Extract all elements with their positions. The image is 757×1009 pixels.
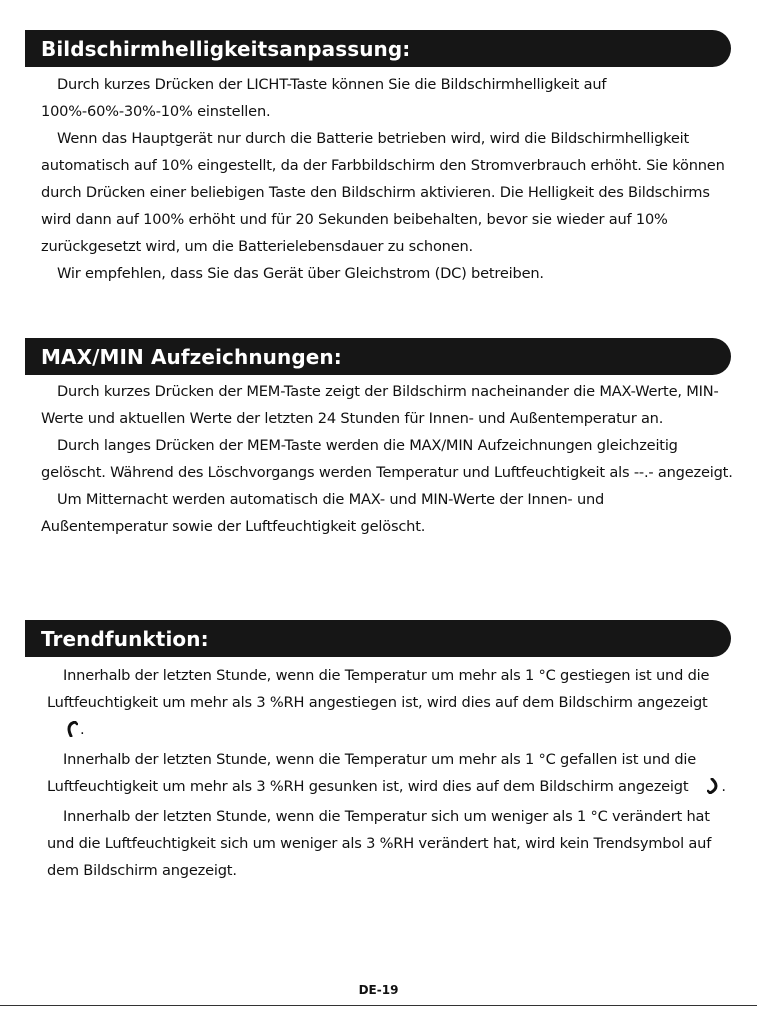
trend-paragraph-falling [47,746,735,803]
section-header-maxmin [25,338,731,375]
page-number: DE-19 [358,983,399,997]
trend-rising-text: Innerhalb der letzten Stunde, wenn die Temperatur um mehr als 1 °C gestiegen ist und die Luftfeuchtigkeit um mehr als 3 %RH angestiegen ist, wird dies auf dem Bildschirm angezeigt [47,667,710,711]
section-body-trend [47,662,735,884]
section-header-trend [25,620,731,657]
section-header-brightness [25,30,731,67]
brightness-paragraph-1: Durch kurzes Drücken der LICHT-Taste können Sie die Bildschirmhelligkeit auf 100%-60%-30%-10% einstellen. [41,76,607,120]
maxmin-paragraph-2: Durch langes Drücken der MEM-Taste werden die MAX/MIN Aufzeichnungen gleichzeitig gelöscht. Während des Löschvorgangs werden Temperatur und Luftfeuchtigkeit als --.- angezeigt. [41,437,733,481]
trend-rising-period: . [80,721,85,738]
brightness-paragraph-2: Wenn das Hauptgerät nur durch die Batterie betrieben wird, wird die Bildschirmhelligkeit automatisch auf 10% eingestellt, da der Farbbildschirm den Stromverbrauch erhöht. Sie können durch Drücken einer beliebigen Taste den Bildschirm aktivieren. Die Helligkeit des Bildschirms wird dann auf 100% erhöht und für 20 Sekunden beibehalten, bevor sie wieder auf 10% zurückgesetzt wird, um die Batterielebensdauer zu schonen. [41,130,725,255]
maxmin-paragraph-3: Um Mitternacht werden automatisch die MAX- und MIN-Werte der Innen- und Außentemperatur sowie der Luftfeuchtigkeit gelöscht. [41,491,605,535]
maxmin-paragraph-1: Durch kurzes Drücken der MEM-Taste zeigt der Bildschirm nacheinander die MAX-Werte, MIN-Werte und aktuellen Werte der letzten 24 Stunden für Innen- und Außentemperatur an. [41,383,719,427]
section-body-maxmin [41,378,735,540]
section-body-brightness [41,71,735,287]
trend-paragraph-steady: Innerhalb der letzten Stunde, wenn die Temperatur sich um weniger als 1 °C verändert hat und die Luftfeuchtigkeit sich um weniger als 3 %RH verändert hat, wird kein Trendsymbol auf dem Bildschirm angezeigt. [47,808,712,879]
section-title-brightness: Bildschirmhelligkeitsanpassung: [41,36,411,61]
brightness-paragraph-3: Wir empfehlen, dass Sie das Gerät über Gleichstrom (DC) betreiben. [57,265,544,282]
trend-falling-text: Innerhalb der letzten Stunde, wenn die Temperatur um mehr als 1 °C gefallen ist und die Luftfeuchtigkeit um mehr als 3 %RH gesunken ist, wird dies auf dem Bildschirm angezeigt [47,751,697,795]
trend-paragraph-rising [47,662,735,746]
section-title-trend: Trendfunktion: [41,626,209,651]
trend-falling-period: . [721,778,726,795]
section-title-maxmin: MAX/MIN Aufzeichnungen: [41,344,342,369]
trend-rising-icon [50,719,78,746]
bottom-rule [0,1005,757,1006]
trend-falling-icon [691,776,719,803]
